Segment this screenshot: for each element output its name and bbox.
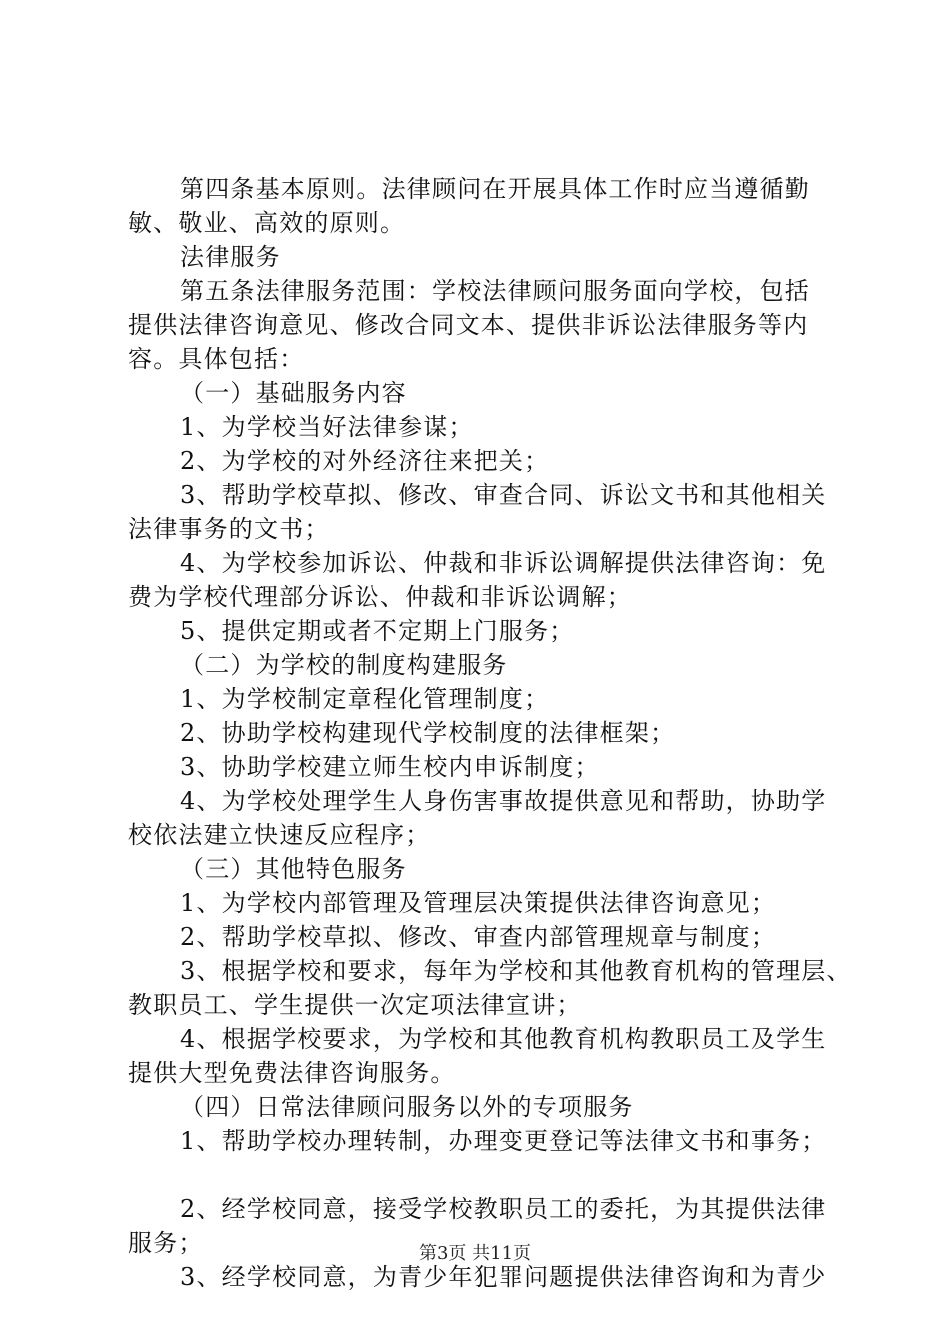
list-item: 3、协助学校建立师生校内申诉制度； bbox=[180, 753, 600, 781]
paragraph-line: 第五条法律服务范围：学校法律顾问服务面向学校，包括 bbox=[180, 277, 810, 305]
paragraph-line: 提供法律咨询意见、修改合同文本、提供非诉讼法律服务等内 bbox=[128, 311, 809, 339]
list-item: 1、为学校制定章程化管理制度； bbox=[180, 685, 550, 713]
subsection-heading: （四）日常法律顾问服务以外的专项服务 bbox=[180, 1093, 634, 1121]
section-heading: 法律服务 bbox=[180, 243, 281, 271]
list-item: 2、协助学校构建现代学校制度的法律框架； bbox=[180, 719, 676, 747]
list-item: 1、为学校当好法律参谋； bbox=[180, 413, 474, 441]
list-item: 5、提供定期或者不定期上门服务； bbox=[180, 617, 575, 645]
list-item-continuation: 服务； bbox=[128, 1229, 204, 1257]
list-item-continuation: 校依法建立快速反应程序； bbox=[128, 821, 431, 849]
list-item-continuation: 费为学校代理部分诉讼、仲裁和非诉讼调解； bbox=[128, 583, 632, 611]
list-item: 3、根据学校和要求，每年为学校和其他教育机构的管理层、 bbox=[180, 957, 852, 985]
list-item: 2、帮助学校草拟、修改、审查内部管理规章与制度； bbox=[180, 923, 777, 951]
list-item: 4、根据学校要求，为学校和其他教育机构教职员工及学生 bbox=[180, 1025, 827, 1053]
list-item: 4、为学校参加诉讼、仲裁和非诉讼调解提供法律咨询：免 bbox=[180, 549, 827, 577]
blank-line bbox=[128, 1158, 848, 1192]
list-item: 2、为学校的对外经济往来把关； bbox=[180, 447, 550, 475]
subsection-heading: （一）基础服务内容 bbox=[180, 379, 407, 407]
list-item: 3、经学校同意，为青少年犯罪问题提供法律咨询和为青少 bbox=[180, 1263, 827, 1291]
list-item: 1、为学校内部管理及管理层决策提供法律咨询意见； bbox=[180, 889, 777, 917]
document-body bbox=[128, 172, 852, 1294]
subsection-heading: （三）其他特色服务 bbox=[180, 855, 407, 883]
list-item: 4、为学校处理学生人身伤害事故提供意见和帮助，协助学 bbox=[180, 787, 827, 815]
paragraph-line: 敏、敬业、高效的原则。 bbox=[128, 209, 406, 237]
paragraph-line: 容。具体包括： bbox=[128, 345, 305, 373]
page-number-footer: 第3页 共11页 bbox=[418, 1243, 532, 1264]
list-item: 1、帮助学校办理转制，办理变更登记等法律文书和事务； bbox=[180, 1127, 827, 1155]
paragraph-line: 第四条基本原则。法律顾问在开展具体工作时应当遵循勤 bbox=[180, 175, 810, 203]
list-item: 2、经学校同意，接受学校教职员工的委托，为其提供法律 bbox=[180, 1195, 827, 1223]
list-item-continuation: 法律事务的文书； bbox=[128, 515, 330, 543]
list-item-continuation: 教职员工、学生提供一次定项法律宣讲； bbox=[128, 991, 582, 1019]
list-item-continuation: 提供大型免费法律咨询服务。 bbox=[128, 1059, 456, 1087]
list-item: 3、帮助学校草拟、修改、审查合同、诉讼文书和其他相关 bbox=[180, 481, 827, 509]
subsection-heading: （二）为学校的制度构建服务 bbox=[180, 651, 508, 679]
